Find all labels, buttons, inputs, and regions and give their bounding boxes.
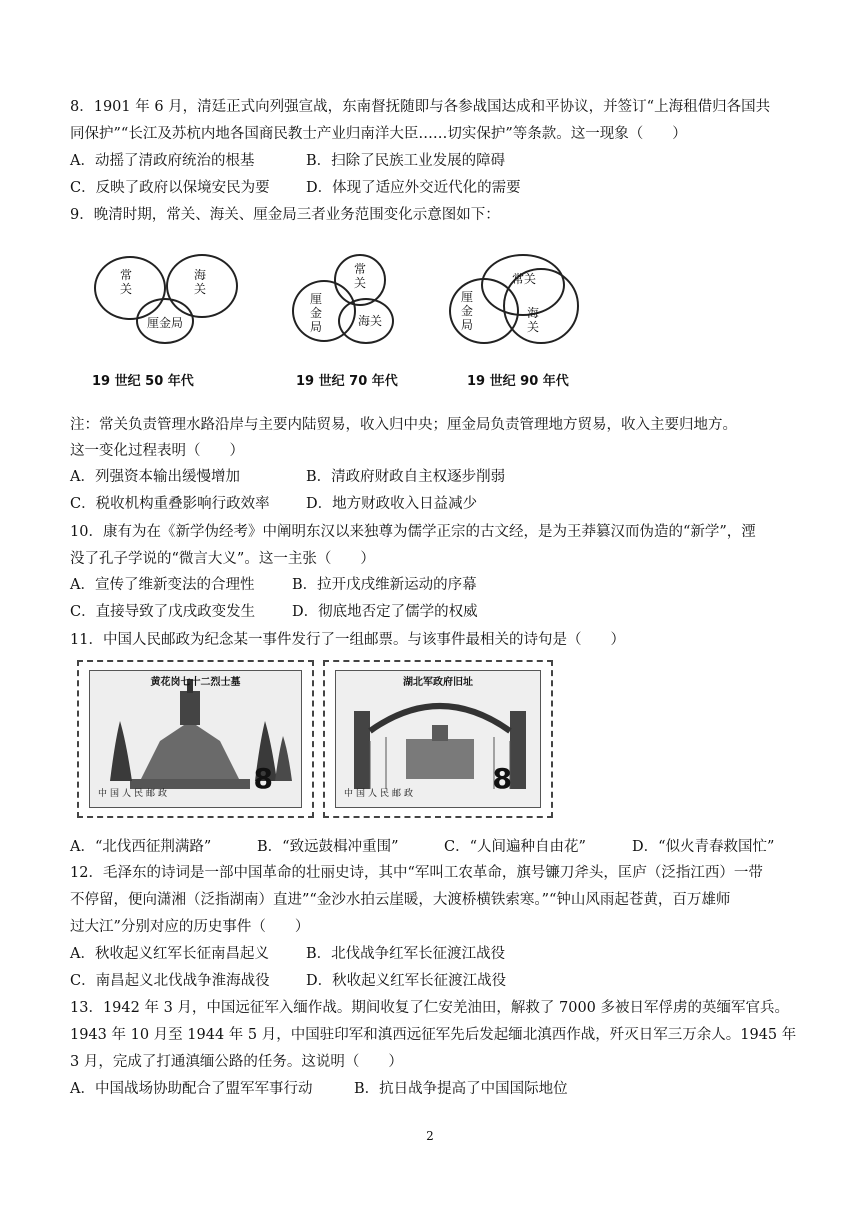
label-haiguan: 海关 <box>357 314 382 328</box>
diagram-caption-1870s: 19 世纪 70 年代 <box>296 374 398 389</box>
q10-option-b: B．拉开戊戌维新运动的序幕 <box>292 577 477 593</box>
q9-stem: 9．晚清时期，常关、海关、厘金局三者业务范围变化示意图如下： <box>70 207 500 223</box>
q10-stem-line1: 10．康有为在《新学伪经考》中阐明东汉以来独尊为儒学正宗的古文经，是为王莽篡汉而伪造的“新学”，湮 <box>70 524 756 540</box>
label-changguan: 常关 <box>511 272 536 286</box>
label-lijinju: 厘 金 局 <box>309 292 322 334</box>
q13-stem-line1: 13．1942 年 3 月，中国远征军入缅作战。期间收复了仁安羌油田，解救了 7000 多被日军俘虏的英缅军官兵。 <box>70 1000 790 1016</box>
q9-option-c: C．税收机构重叠影响行政效率 <box>70 496 270 512</box>
q11-option-b: B．“致远鼓楫冲重围” <box>257 839 399 855</box>
q10-option-d: D．彻底地否定了儒学的权威 <box>292 604 478 620</box>
label-changguan: 常 关 <box>119 268 132 296</box>
stamp-title: 黄花岗七十二烈士墓 <box>150 677 241 688</box>
q9-option-d: D．地方财政收入日益减少 <box>306 496 478 512</box>
q8-option-c: C．反映了政府以保境安民为要 <box>70 180 270 196</box>
diagram-caption-1850s: 19 世纪 50 年代 <box>92 374 194 389</box>
q12-option-c: C．南昌起义北伐战争淮海战役 <box>70 973 270 989</box>
q13-stem-line2: 1943 年 10 月至 1944 年 5 月，中国驻印军和滇西远征军先后发起缅北滇西作战，歼灭日军三万余人。1945 年 <box>70 1027 797 1043</box>
q12-option-a: A．秋收起义红军长征南昌起义 <box>70 946 269 962</box>
q12-option-d: D．秋收起义红军长征渡江战役 <box>306 973 507 989</box>
q13-stem-line3: 3 月，完成了打通滇缅公路的任务。这说明（ ） <box>70 1054 403 1070</box>
stamp-huanghuagang <box>77 660 314 818</box>
q9-note: 注：常关负责管理水路沿岸与主要内陆贸易，收入归中央；厘金局负责管理地方贸易，收入主要归地方。 <box>70 417 737 433</box>
stamp-denomination: 8 <box>253 762 273 795</box>
q11-stem: 11．中国人民邮政为纪念某一事件发行了一组邮票。与该事件最相关的诗句是（ ） <box>70 632 625 648</box>
q10-stem-line2: 没了孔子学说的“微言大义”。这一主张（ ） <box>70 551 375 567</box>
q8-stem-line1: 8．1901 年 6 月，清廷正式向列强宣战，东南督抚随即与各参战国达成和平协议，并签订“上海租借归各国共 <box>70 99 771 115</box>
stamp-image-mausoleum <box>89 670 302 808</box>
q10-option-a: A．宣传了维新变法的合理性 <box>70 577 255 593</box>
q12-option-b: B．北伐战争红军长征渡江战役 <box>306 946 506 962</box>
stamp-denomination: 8 <box>492 762 512 795</box>
label-lijinju: 厘金局 <box>146 316 183 330</box>
venn-diagram-1850s <box>88 250 248 390</box>
q8-option-a: A．动摇了清政府统治的根基 <box>70 153 255 169</box>
q11-option-d: D．“似火青春救国忙” <box>632 839 775 855</box>
diagram-caption-1890s: 19 世纪 90 年代 <box>467 374 569 389</box>
label-haiguan: 海 关 <box>193 268 206 296</box>
q11-option-a: A．“北伐西征荆满路” <box>70 839 212 855</box>
stamp-hubei-military-government <box>323 660 553 818</box>
q9-ask: 这一变化过程表明（ ） <box>70 443 244 459</box>
stamp-footer: 中国人民邮政 <box>98 789 171 799</box>
q13-option-b: B．抗日战争提高了中国国际地位 <box>354 1081 568 1097</box>
q10-option-c: C．直接导致了戊戌政变发生 <box>70 604 256 620</box>
q8-option-b: B．扫除了民族工业发展的障碍 <box>306 153 506 169</box>
q13-option-a: A．中国战场协助配合了盟军军事行动 <box>70 1081 313 1097</box>
q8-stem-line2: 同保护”“长江及苏杭内地各国商民教士产业归南洋大臣……切实保护”等条款。这一现象（ ） <box>70 126 687 142</box>
q12-stem-line1: 12．毛泽东的诗词是一部中国革命的壮丽史诗，其中“军叫工农革命，旗号镰刀斧头，匡庐（泛指江西）一带 <box>70 865 763 881</box>
stamp-image-building <box>335 670 541 808</box>
venn-diagram-1870s <box>288 250 448 390</box>
label-haiguan: 海 关 <box>526 306 539 334</box>
q12-stem-line2: 不停留，便向潇湘（泛指湖南）直进”“金沙水拍云崖暖，大渡桥横铁索寒。”“钟山风雨起苍黄，百万雄师 <box>70 892 731 908</box>
stamp-title: 湖北军政府旧址 <box>403 677 473 688</box>
q12-stem-line3: 过大江”分别对应的历史事件（ ） <box>70 919 310 935</box>
q8-option-d: D．体现了适应外交近代化的需要 <box>306 180 521 196</box>
q9-option-a: A．列强资本输出缓慢增加 <box>70 469 240 485</box>
page-number: 2 <box>426 1129 434 1143</box>
label-changguan: 常 关 <box>353 262 366 290</box>
stamp-footer: 中国人民邮政 <box>344 789 417 799</box>
q11-option-c: C．“人间遍种自由花” <box>444 839 586 855</box>
venn-diagram-1890s <box>445 250 605 390</box>
label-lijinju: 厘 金 局 <box>460 290 473 332</box>
q9-option-b: B．清政府财政自主权逐步削弱 <box>306 469 506 485</box>
